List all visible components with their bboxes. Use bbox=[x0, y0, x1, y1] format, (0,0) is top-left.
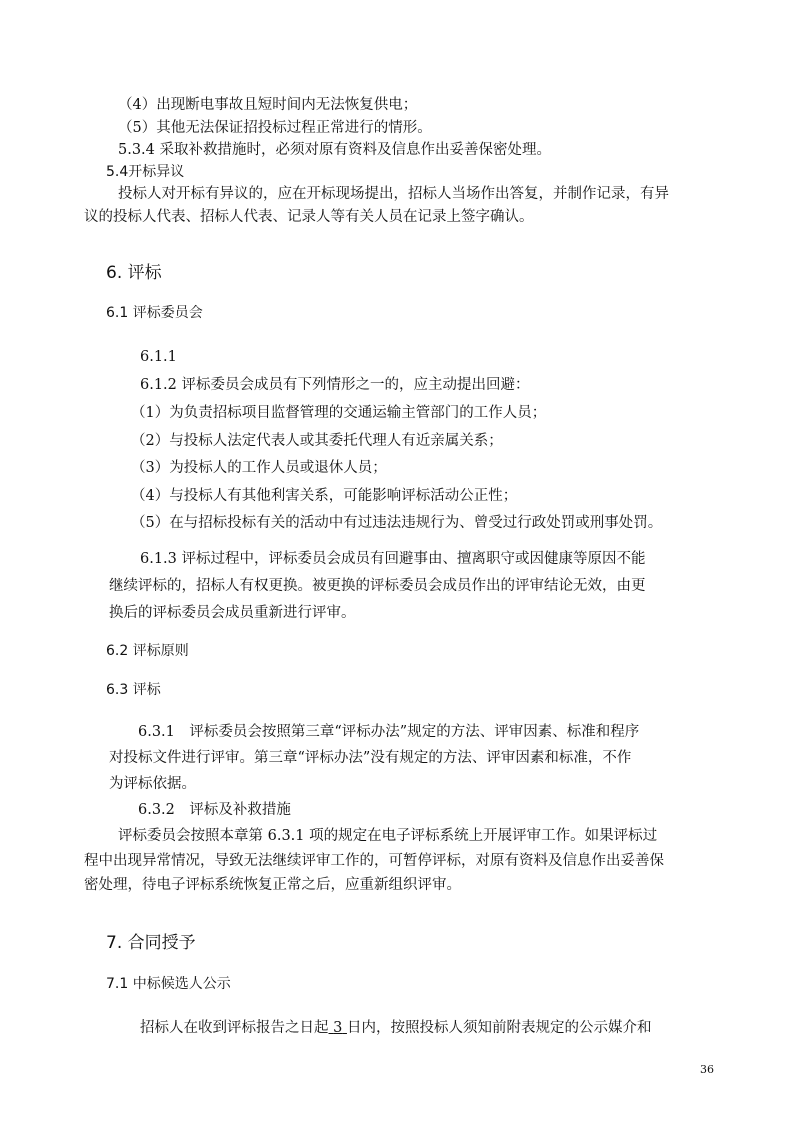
section-heading-5-4: 5.4开标异议 bbox=[106, 164, 185, 180]
paragraph-line: 对投标文件进行评审。第三章“评标办法”没有规定的方法、评审因素和标准，不作 bbox=[109, 750, 632, 766]
text-line: 5.3.4 采取补救措施时，必须对原有资料及信息作出妥善保密处理。 bbox=[118, 142, 552, 158]
clause-6-1-3: 6.1.3 评标过程中，评标委员会成员有回避事由、擅离职守或因健康等原因不能 bbox=[140, 551, 646, 567]
clause-6-3-2-heading: 6.3.2 评标及补救措施 bbox=[138, 802, 291, 818]
paragraph-line: 投标人对开标有异议的，应在开标现场提出，招标人当场作出答复，并制作记录，有异 bbox=[118, 186, 669, 202]
text-segment: 日内，按照投标人须知前附表规定的公示媒介和 bbox=[346, 1020, 652, 1036]
text-segment: 招标人在收到评标报告之日起 bbox=[140, 1020, 329, 1036]
section-heading-6: 6. 评标 bbox=[106, 263, 162, 283]
paragraph-line: 评标委员会按照本章第 6.3.1 项的规定在电子评标系统上开展评审工作。如果评标过 bbox=[118, 828, 658, 844]
list-item: （2）与投标人法定代表人或其委托代理人有近亲属关系； bbox=[131, 433, 503, 449]
paragraph-line: 议的投标人代表、招标人代表、记录人等有关人员在记录上签字确认。 bbox=[84, 209, 534, 225]
paragraph-line: 程中出现异常情况，导致无法继续评审工作的，可暂停评标，对原有资料及信息作出妥善保 bbox=[84, 853, 664, 869]
paragraph-line: 为评标依据。 bbox=[109, 776, 196, 792]
clause-6-1-1: 6.1.1 bbox=[140, 349, 177, 365]
list-item: （5）在与招标投标有关的活动中有过违法违规行为、曾受过行政处罚或刑事处罚。 bbox=[131, 515, 663, 531]
section-heading-6-3: 6.3 评标 bbox=[106, 682, 161, 698]
list-item: （1）为负责招标项目监督管理的交通运输主管部门的工作人员； bbox=[131, 405, 547, 421]
section-heading-6-2: 6.2 评标原则 bbox=[106, 643, 189, 659]
section-heading-6-1: 6.1 评标委员会 bbox=[106, 305, 203, 321]
list-item: （3）为投标人的工作人员或退休人员； bbox=[131, 460, 387, 476]
clause-6-3-1: 6.3.1 评标委员会按照第三章“评标办法”规定的方法、评审因素、标准和程序 bbox=[138, 724, 640, 740]
paragraph-line bbox=[140, 1018, 651, 1038]
paragraph-line: 换后的评标委员会成员重新进行评审。 bbox=[109, 605, 356, 621]
paragraph-line: 继续评标的，招标人有权更换。被更换的评标委员会成员作出的评审结论无效，由更 bbox=[109, 578, 646, 594]
section-heading-7: 7. 合同授予 bbox=[106, 933, 196, 953]
section-heading-7-1: 7.1 中标候选人公示 bbox=[106, 976, 231, 992]
days-count: 3 bbox=[333, 1020, 343, 1036]
paragraph-line: 密处理，待电子评标系统恢复正常之后，应重新组织评审。 bbox=[84, 877, 461, 893]
page-number: 36 bbox=[700, 1063, 714, 1076]
text-line: （4）出现断电事故且短时间内无法恢复供电； bbox=[118, 97, 418, 113]
text-line: （5）其他无法保证招投标过程正常进行的情形。 bbox=[118, 120, 432, 136]
list-item: （4）与投标人有其他利害关系，可能影响评标活动公正性； bbox=[131, 488, 518, 504]
clause-6-1-2: 6.1.2 评标委员会成员有下列情形之一的，应主动提出回避： bbox=[140, 377, 530, 393]
